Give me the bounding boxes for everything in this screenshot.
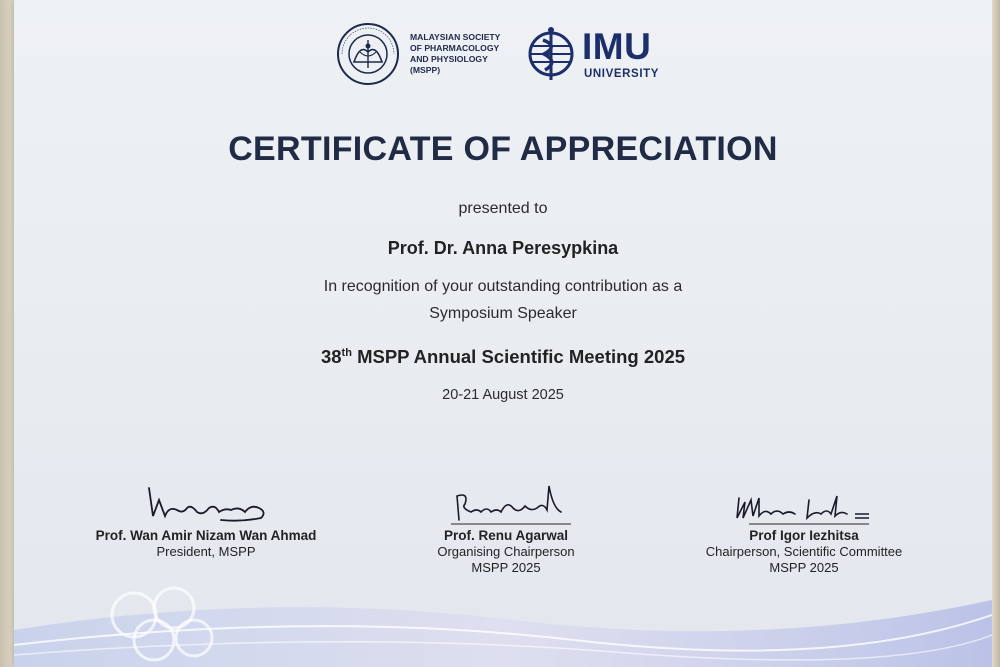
signatory-president xyxy=(56,478,356,560)
signatory-role: President, MSPP xyxy=(156,544,256,559)
signature-president xyxy=(121,478,291,528)
meeting-ordinal-suffix: th xyxy=(341,346,352,359)
signature-scientific-chair xyxy=(709,478,899,528)
recipient-name: Prof. Dr. Anna Peresypkina xyxy=(387,238,619,258)
signature-organising-chair xyxy=(421,478,591,528)
mspp-name-line-4: (MSPP) xyxy=(410,65,441,75)
mspp-name-line-2: OF PHARMACOLOGY xyxy=(410,43,500,53)
signatory-role: Organising Chairperson xyxy=(437,544,575,559)
certificate-title: CERTIFICATE OF APPRECIATION xyxy=(228,130,778,168)
signatory-name: Prof. Wan Amir Nizam Wan Ahmad xyxy=(95,528,317,543)
recognition-line-1: In recognition of your outstanding contribution as a xyxy=(323,278,683,295)
meeting-number: 38 xyxy=(320,346,342,367)
imu-wordmark: IMU xyxy=(582,26,652,67)
imu-subtitle: UNIVERSITY xyxy=(584,68,660,80)
presented-to-text: presented to xyxy=(458,200,548,217)
signatory-role-secondary: MSPP 2025 xyxy=(471,560,541,575)
mspp-name-line-3: AND PHYSIOLOGY xyxy=(410,54,488,64)
meeting-dates: 20-21 August 2025 xyxy=(442,387,564,403)
meeting-title xyxy=(14,346,992,368)
mspp-name-line-1: MALAYSIAN SOCIETY xyxy=(410,32,501,42)
mspp-seal-logo xyxy=(336,22,400,86)
decorative-waves xyxy=(14,560,992,667)
signatory-role: Chairperson, Scientific Committee xyxy=(705,544,903,559)
signatory-role-secondary: MSPP 2025 xyxy=(769,560,839,575)
imu-globe-logo xyxy=(526,24,576,84)
signatory-name: Prof. Renu Agarwal xyxy=(443,528,569,543)
meeting-name: MSPP Annual Scientific Meeting 2025 xyxy=(357,346,686,367)
signatory-name: Prof Igor Iezhitsa xyxy=(749,528,859,543)
paper-edge-right xyxy=(992,0,1000,667)
recognition-line-2: Symposium Speaker xyxy=(429,305,577,322)
certificate-sheet xyxy=(14,0,992,667)
paper-edge-left xyxy=(0,0,14,667)
header-logos xyxy=(14,18,992,90)
